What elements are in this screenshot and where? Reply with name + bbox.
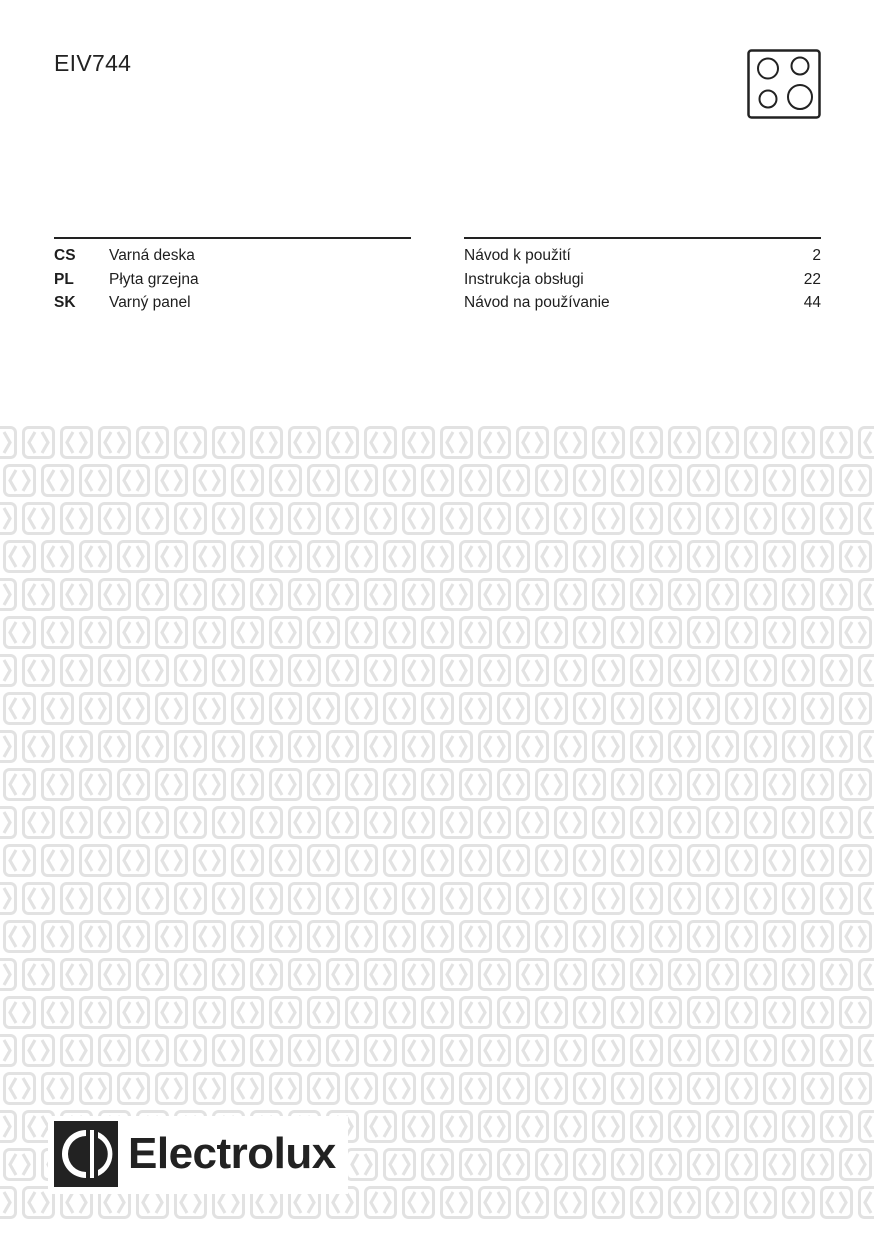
- page-number: 44: [803, 294, 821, 311]
- language-row: [54, 244, 414, 268]
- language-code: SK: [54, 294, 76, 311]
- brand-pattern-background: [0, 424, 874, 1224]
- product-name: Varná deska: [109, 247, 195, 264]
- language-row: [54, 291, 414, 315]
- language-code: PL: [54, 270, 74, 288]
- model-number: EIV744: [54, 50, 132, 76]
- table-of-contents: [464, 244, 821, 315]
- hob-four-zones-icon: [747, 49, 821, 119]
- manual-title: Instrukcja obsługi: [464, 270, 584, 288]
- divider-left: [54, 237, 411, 239]
- page-number: 22: [803, 270, 821, 288]
- brand-name: Electrolux: [128, 1129, 336, 1178]
- toc-entry[interactable]: [464, 268, 821, 292]
- language-code: CS: [54, 247, 76, 264]
- product-name: Płyta grzejna: [109, 270, 199, 288]
- toc-entry[interactable]: [464, 244, 821, 268]
- page-number: 2: [812, 247, 821, 264]
- divider-right: [464, 237, 821, 239]
- manual-title: Návod k použití: [464, 247, 571, 264]
- manual-title: Návod na používanie: [464, 294, 610, 311]
- electrolux-logo-icon: [54, 1121, 118, 1187]
- toc-entry[interactable]: [464, 291, 821, 315]
- product-name: Varný panel: [109, 294, 191, 311]
- language-row: [54, 268, 414, 292]
- language-list: [54, 244, 414, 315]
